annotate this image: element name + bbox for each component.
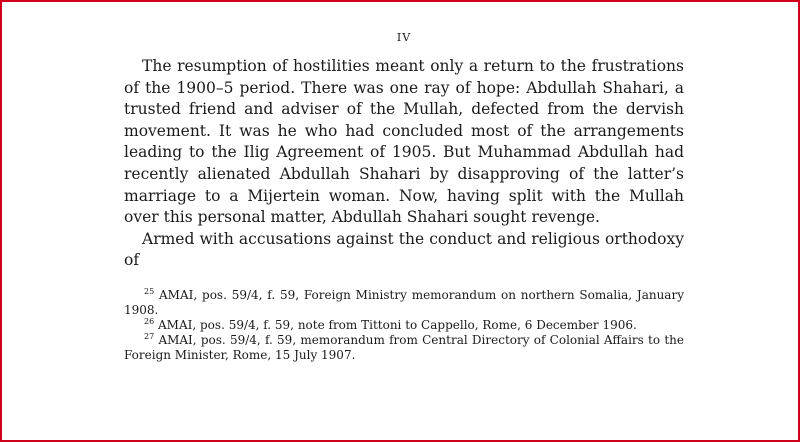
footnote [124, 333, 684, 363]
footnote [124, 318, 684, 333]
footnote-number: 25 [144, 286, 155, 296]
paragraph: Armed with accusations against the conduct and religious orthodoxy of [124, 229, 684, 270]
body-text [124, 56, 684, 272]
book-page [124, 30, 684, 363]
footnote-text: AMAI, pos. 59/4, f. 59, memorandum from Central Directory of Colonial Affairs to the Foreign Minister, Rome, 15 July 1907. [124, 332, 684, 362]
footnote-text: AMAI, pos. 59/4, f. 59, note from Tittoni to Cappello, Rome, 6 December 1906. [158, 317, 637, 332]
section-number: IV [396, 31, 412, 44]
footnote-text: AMAI, pos. 59/4, f. 59, Foreign Ministry memorandum on northern Somalia, January 1908. [124, 287, 684, 317]
footnotes [124, 288, 684, 363]
paragraph: The resumption of hostilities meant only a return to the frustrations of the 1900–5 period. There was one ray of hope: Abdullah Shahari, a trusted friend and adviser of the Mullah, defected from the dervish movement. It was he who had concluded most of the arrangements leading to the Ilig Agreement of 1905. But Muhammad Abdullah had recently alienated Abdullah Shahari by disapproving of the latter’s marriage to a Mijertein woman. Now, having split with the Mullah over this personal matter, Abdullah Shahari sought revenge. [124, 57, 684, 227]
footnote-number: 26 [144, 316, 155, 326]
footnote [124, 288, 684, 318]
footnote-number: 27 [144, 331, 155, 341]
